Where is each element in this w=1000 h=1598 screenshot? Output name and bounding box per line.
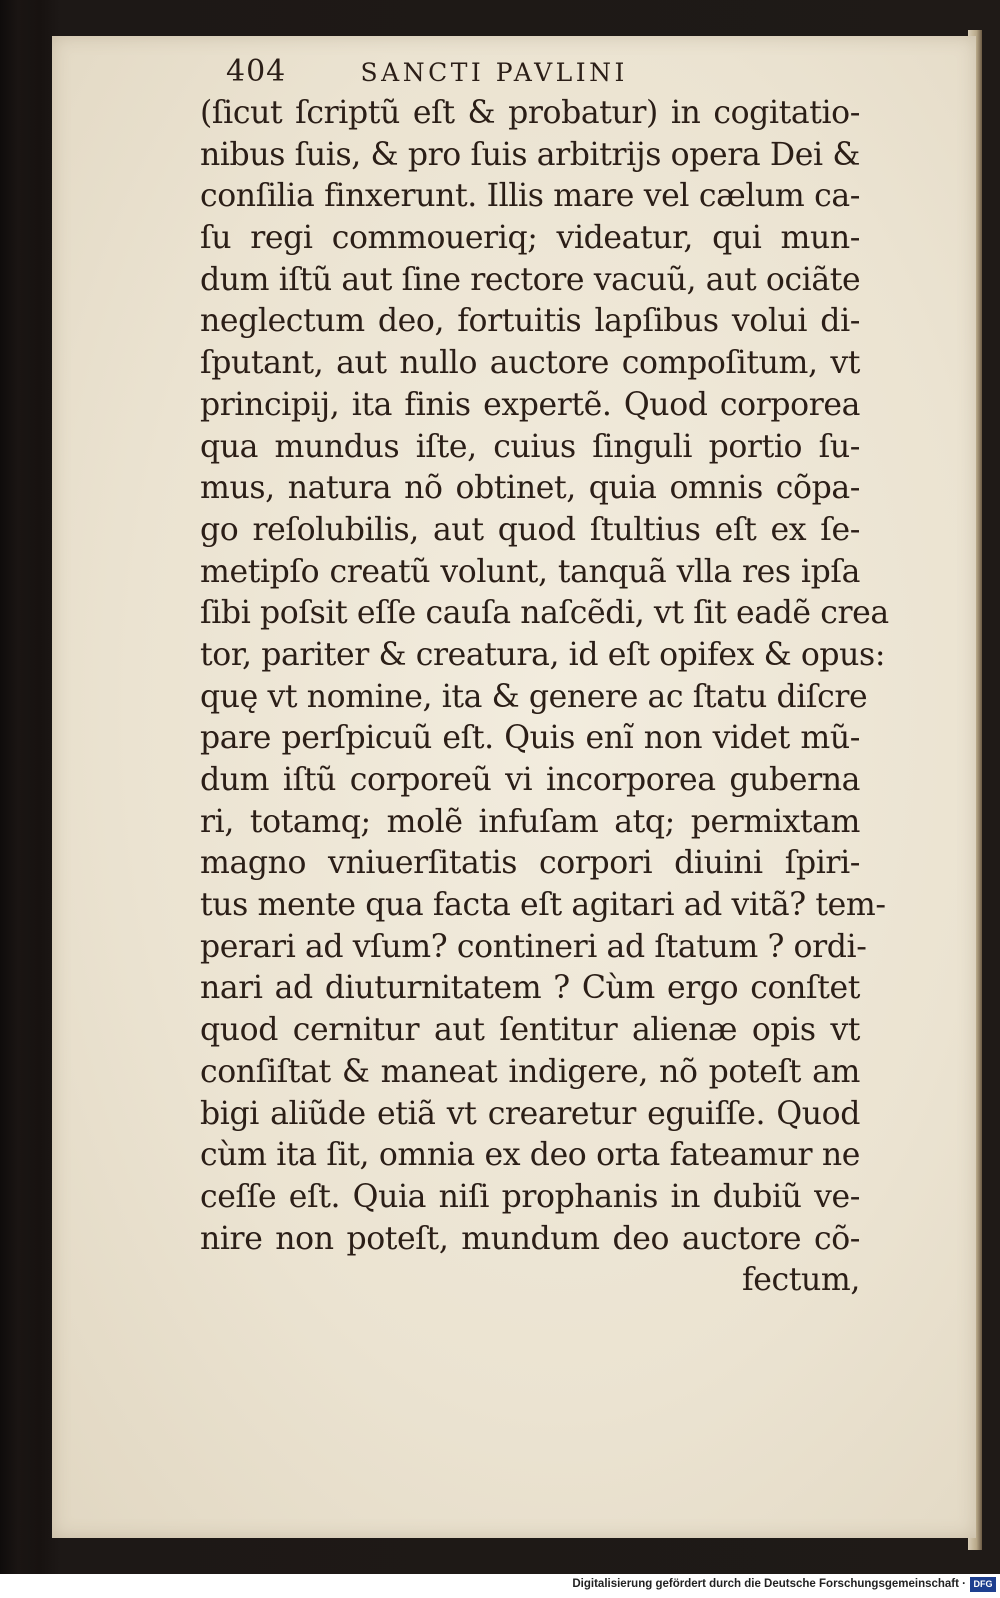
text-line: pare perſpicuũ eſt. Quis enĩ non videt mũ-: [200, 720, 860, 757]
text-line: ſputant, aut nullo auctore compoſitum, vt: [200, 345, 860, 382]
text-line: go reſolubilis, aut quod ſtultius eſt ex ſe-: [200, 511, 860, 548]
text-line: conſiſtat & maneat indigere, nõ poteſt am: [200, 1053, 860, 1090]
text-line: conſilia finxerunt. Illis mare vel cælum ca-: [200, 178, 860, 215]
catchword: fectum,: [742, 1262, 860, 1299]
running-title: SANCTI PAVLINI: [360, 58, 628, 87]
running-head: [226, 52, 786, 92]
text-line: metipſo creatũ volunt, tanquã vlla res ipſa: [200, 553, 860, 590]
text-line: ri, totamq; molẽ infuſam atq; permixtam: [200, 803, 860, 840]
text-line: quod cernitur aut ſentitur alienæ opis vt: [200, 1012, 860, 1049]
text-line: ſu regi commoueriq; videatur, qui mun-: [200, 220, 860, 257]
text-line: nire non poteſt, mundum deo auctore cõ-: [200, 1220, 860, 1257]
text-block: [200, 93, 889, 1302]
text-line: (ſicut ſcriptũ eſt & probatur) in cogitatio-: [200, 95, 860, 131]
text-line: dum iſtũ corporeũ vi incorporea guberna: [200, 762, 860, 798]
text-line: perari ad vſum? contineri ad ſtatum ? ordi-: [200, 928, 867, 965]
text-line: magno vniuerſitatis corpori diuini ſpiri-: [200, 845, 860, 882]
text-line: dum iſtũ aut ſine rectore vacuũ, aut ociãte: [200, 261, 861, 298]
text-line: quę vt nomine, ita & genere ac ſtatu diſcre: [200, 678, 868, 715]
dfg-logo-icon: DFG: [970, 1577, 996, 1592]
text-line: mus, natura nõ obtinet, quia omnis cõpa-: [200, 470, 860, 507]
text-line: principij, ita finis expertẽ. Quod corporea: [200, 386, 860, 423]
text-line: cùm ita ſit, omnia ex deo orta fateamur ne: [200, 1137, 860, 1174]
text-line: qua mundus iſte, cuius ſinguli portio ſu-: [200, 428, 860, 465]
digitization-credit: Digitalisierung gefördert durch die Deutsche Forschungsgemeinschaft ·: [572, 1578, 966, 1590]
text-line: nibus ſuis, & pro ſuis arbitrijs opera Dei &: [200, 136, 860, 173]
page-number: 404: [226, 54, 287, 89]
text-line: ſibi poſsit eſſe cauſa naſcẽdi, vt ſit eadẽ crea: [200, 595, 889, 632]
text-line: neglectum deo, fortuitis lapſibus volui di-: [200, 303, 860, 340]
text-line: nari ad diuturnitatem ? Cùm ergo conſtet: [200, 970, 860, 1007]
text-line: ceſſe eſt. Quia niſi prophanis in dubiũ ve-: [200, 1178, 860, 1215]
text-line: tor, pariter & creatura, id eſt opifex & opus:: [200, 636, 886, 673]
text-line: bigi aliũde etiã vt crearetur eguiſſe. Quod: [200, 1095, 860, 1132]
footer-bar: [0, 1574, 1000, 1598]
text-line: tus mente qua facta eſt agitari ad vitã? tem-: [200, 887, 886, 924]
